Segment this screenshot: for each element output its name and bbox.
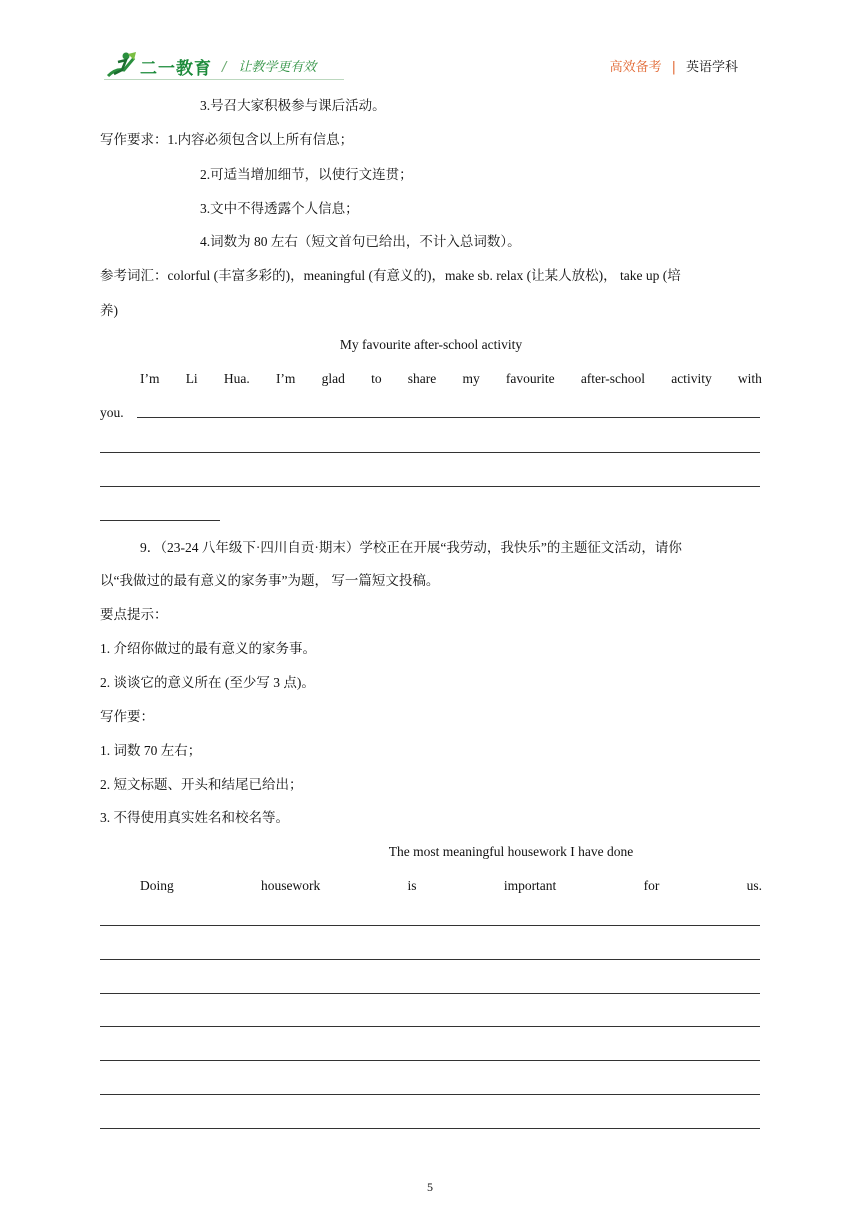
writing-line xyxy=(100,993,760,994)
essay-word: I’m xyxy=(275,371,296,386)
q8-vocab-line-1: 参考词汇：colorful (丰富多彩的)，meaningful (有意义的)，make sb. relax (让某人放松)， take up (培 xyxy=(100,268,681,283)
essay-word: Li xyxy=(185,371,198,386)
q8-essay-title: My favourite after-school activity xyxy=(339,337,523,352)
writing-line xyxy=(100,1128,760,1129)
writing-line xyxy=(137,417,760,418)
writing-line xyxy=(100,925,760,926)
essay-word: important xyxy=(503,878,557,893)
slogan-text: 让教学更有效 xyxy=(238,60,317,75)
q8-requirements-title: 写作要求：1.内容必须包含以上所有信息； xyxy=(100,132,354,147)
essay-word: after-school xyxy=(580,371,646,386)
essay-word: glad xyxy=(321,371,345,386)
q8-essay-start-cont: you. xyxy=(100,405,124,420)
q9-requirement-1: 1. 词数 70 左右； xyxy=(100,743,202,758)
logo-text: 二一教育 xyxy=(140,58,212,78)
essay-word: I’m xyxy=(140,371,160,386)
q9-tip-2: 2. 谈谈它的意义所在 (至少写 3 点)。 xyxy=(100,675,315,690)
page-header xyxy=(104,46,744,86)
q8-requirement-3: 3.文中不得透露个人信息； xyxy=(200,201,359,216)
essay-word: my xyxy=(462,371,480,386)
page-number: 5 xyxy=(427,1180,433,1194)
exam-label: 高效备考 xyxy=(609,60,662,75)
logo xyxy=(104,50,212,82)
essay-word: share xyxy=(407,371,437,386)
essay-word: Doing xyxy=(140,878,174,893)
q8-requirement-4: 4.词数为 80 左右（短文首句已给出，不计入总词数）。 xyxy=(200,234,521,249)
essay-word: for xyxy=(643,878,660,893)
header-separator: | xyxy=(671,60,676,75)
q9-essay-start xyxy=(140,877,762,895)
q9-tips-title: 要点提示： xyxy=(100,607,168,622)
writing-line xyxy=(100,959,760,960)
essay-word: activity xyxy=(671,371,712,386)
slogan-slash: / xyxy=(222,60,227,75)
q9-requirement-3: 3. 不得使用真实姓名和校名等。 xyxy=(100,810,289,825)
essay-word: Hua. xyxy=(223,371,250,386)
q8-requirement-2: 2.可适当增加细节，以使行文连贯； xyxy=(200,167,413,182)
q9-prompt-line-1: 9．（23-24 八年级下·四川自贡·期末）学校正在开展“我劳动，我快乐”的主题征文活动，请你 xyxy=(140,540,682,555)
q9-requirements-title: 写作要： xyxy=(100,709,154,724)
q8-vocab-line-2: 养) xyxy=(100,303,118,318)
slogan xyxy=(222,56,316,75)
writing-line xyxy=(100,452,760,453)
essay-word: favourite xyxy=(505,371,555,386)
essay-word: to xyxy=(371,371,382,386)
writing-line xyxy=(100,1094,760,1095)
writing-line xyxy=(100,486,760,487)
essay-word: us. xyxy=(746,878,762,893)
writing-line xyxy=(100,1026,760,1027)
writing-line xyxy=(100,520,220,521)
q9-tip-1: 1. 介绍你做过的最有意义的家务事。 xyxy=(100,641,316,656)
q9-requirement-2: 2. 短文标题、开头和结尾已给出； xyxy=(100,777,303,792)
header-subject-area xyxy=(610,56,738,75)
essay-word: with xyxy=(737,371,762,386)
q9-essay-title: The most meaningful housework I have done xyxy=(388,844,634,859)
runner-logo-icon xyxy=(104,50,138,82)
q9-prompt-line-2: 以“我做过的最有意义的家务事”为题， 写一篇短文投稿。 xyxy=(100,573,440,588)
q8-point-3: 3.号召大家积极参与课后活动。 xyxy=(200,98,386,113)
essay-word: is xyxy=(407,878,417,893)
essay-word: housework xyxy=(261,878,321,893)
header-divider xyxy=(104,79,344,80)
q8-essay-start xyxy=(140,370,762,388)
writing-line xyxy=(100,1060,760,1061)
subject-label: 英语学科 xyxy=(685,60,738,75)
